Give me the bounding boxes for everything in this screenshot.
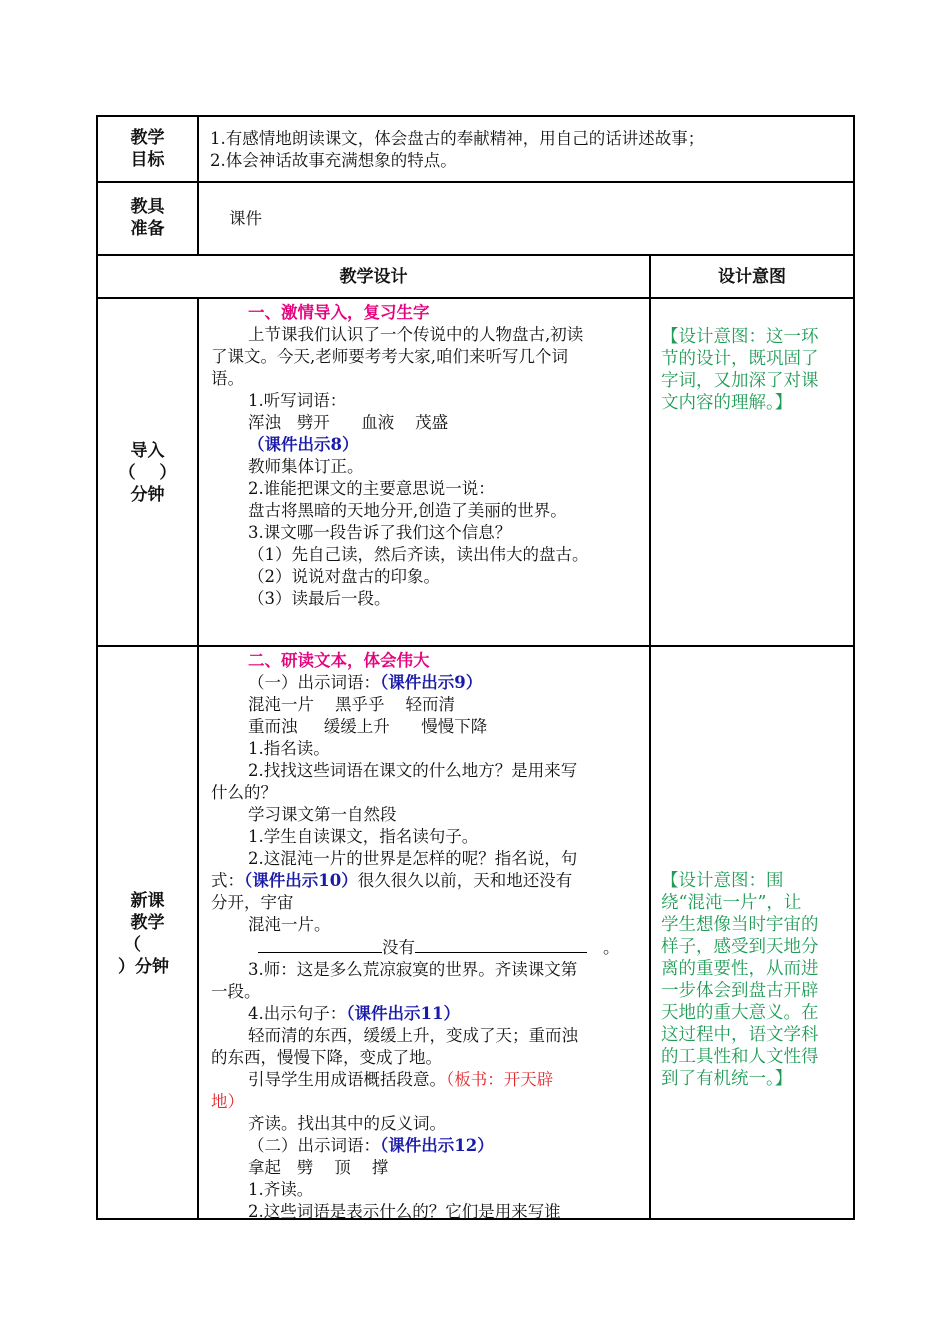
text-line: 2.这些词语是表示什么的？它们是用来写谁 [248, 1202, 561, 1221]
text-line: 齐读。找出其中的反义词。 [248, 1114, 446, 1133]
section-title: 一、激情导入，复习生字 [248, 303, 430, 322]
intent-line: 到了有机统一。】 [661, 1069, 793, 1089]
label-column-divider [197, 115, 199, 256]
intent-line: 天地的重大意义。在 [661, 1003, 819, 1023]
word-list: 浑浊 劈开 血液 茂盛 [248, 413, 449, 432]
blank-underline [415, 936, 587, 953]
text-span: 式： [211, 871, 244, 890]
text-line: 混沌一片。 [248, 915, 331, 934]
section-title: 二、研读文本，体会伟大 [248, 651, 430, 670]
sub-heading: （二）出示词语： [248, 1136, 380, 1155]
text-line: 上节课我们认识了一个传说中的人物盘古,初读 [248, 325, 584, 344]
objective-item: 1.有感情地朗读课文，体会盘古的奉献精神，用自己的话讲述故事； [210, 129, 705, 148]
text-line [211, 1135, 647, 1157]
text-span: 。 [603, 938, 620, 957]
text-line: 2.这混沌一片的世界是怎样的呢？指名说，句 [248, 849, 578, 868]
table-divider [96, 645, 855, 647]
text-line: 的东西，慢慢下降，变成了地。 [211, 1048, 442, 1067]
objectives-content [210, 128, 704, 172]
text-line [211, 672, 647, 694]
table-divider [96, 181, 855, 183]
new-lesson-label-line3: （ [124, 935, 141, 955]
text-line: 什么的？ [211, 783, 277, 802]
new-lesson-content [211, 650, 647, 1223]
intro-label-line1: 导入 [130, 441, 165, 461]
new-lesson-label-line2: 教学 [130, 913, 165, 933]
intent-column-header: 设计意图 [718, 267, 786, 287]
materials-label-line2: 准备 [130, 219, 165, 239]
slide-reference: （课件出示11） [346, 1004, 460, 1023]
text-line: 教师集体订正。 [248, 457, 364, 476]
intent-line: 样子，感受到天地分 [661, 937, 819, 957]
intent-line: 【设计意图：这一环 [661, 327, 819, 347]
text-span: 4.出示句子： [248, 1004, 347, 1023]
intro-label-line3: 分钟 [130, 485, 165, 505]
word-list: 混沌一片 黑乎乎 轻而清 [248, 695, 455, 714]
materials-value: 课件 [229, 209, 262, 228]
table-border-top [96, 115, 855, 117]
intent-column-divider [649, 254, 651, 1220]
new-lesson-label-line1: 新课 [130, 891, 165, 911]
text-span: 没有 [382, 938, 415, 957]
intent-line: 学生想像当时宇宙的 [661, 915, 819, 935]
word-list: 拿起 劈 顶 撑 [248, 1158, 389, 1177]
objectives-label [98, 127, 197, 171]
text-line: 3.课文哪一段告诉了我们这个信息？ [248, 523, 512, 542]
text-line: （1）先自己读，然后齐读，读出伟大的盘古。 [248, 545, 589, 564]
text-line: 分开，宇宙 [211, 893, 294, 912]
materials-label-line1: 教具 [130, 197, 165, 217]
text-line: 了课文。今天,老师要考考大家,咱们来听写几个词 [211, 347, 568, 366]
text-line: 1.齐读。 [248, 1180, 314, 1199]
new-lesson-design-intent [661, 870, 851, 1090]
text-line: 1.听写词语： [248, 391, 347, 410]
intent-line: 【设计意图：围 [661, 871, 784, 891]
text-line: 盘古将黑暗的天地分开,创造了美丽的世界。 [248, 501, 567, 520]
text-line [211, 1003, 647, 1025]
slide-reference: （课件出示12） [380, 1136, 494, 1155]
intent-line: 的工具性和人文性得 [661, 1047, 819, 1067]
text-line: 2.找找这些词语在课文的什么地方？是用来写 [248, 761, 578, 780]
text-span: 很久很久以前，天和地还没有 [357, 871, 573, 890]
materials-label [98, 196, 197, 240]
text-line: 轻而清的东西，缓缓上升，变成了天；重而浊 [248, 1026, 578, 1045]
text-line [211, 870, 647, 892]
text-line [211, 1069, 647, 1091]
table-divider [96, 297, 855, 299]
text-line: 一段。 [211, 982, 261, 1001]
slide-reference: （课件出示9） [380, 673, 483, 692]
new-lesson-label-line4: ）分钟 [118, 957, 169, 977]
text-line: （2）说说对盘古的印象。 [248, 567, 440, 586]
objectives-label-line2: 目标 [130, 150, 165, 170]
intro-label-line2: （ ） [118, 463, 177, 483]
intent-line: 离的重要性，从而进 [661, 959, 819, 979]
new-lesson-label [98, 890, 197, 978]
intent-line: 字词，又加深了对课 [661, 371, 819, 391]
intent-line: 绕“混沌一片”，让 [661, 893, 802, 913]
text-line: 1.指名读。 [248, 739, 330, 758]
text-line: 学习课文第一自然段 [248, 805, 397, 824]
text-line: 3.师：这是多么荒凉寂寞的世界。齐读课文第 [248, 960, 578, 979]
intro-design-intent [661, 326, 851, 414]
objective-item: 2.体会神话故事充满想象的特点。 [210, 151, 457, 170]
board-note: （板书：开天辟 [446, 1070, 554, 1089]
table-border-right [853, 115, 855, 1220]
intent-line: 文内容的理解。】 [661, 393, 793, 413]
table-divider [96, 254, 855, 256]
intro-content [211, 302, 647, 610]
text-line: （3）读最后一段。 [248, 589, 391, 608]
word-list: 重而浊 缓缓上升 慢慢下降 [248, 717, 488, 736]
sub-heading: （一）出示词语： [248, 673, 380, 692]
design-column-header: 教学设计 [339, 267, 408, 287]
blank-underline [258, 936, 382, 953]
label-column-divider [197, 297, 199, 1220]
slide-reference: （课件出示10） [244, 871, 358, 890]
intent-line: 一步体会到盘古开辟 [661, 981, 819, 1001]
text-line: 1.学生自读课文，指名读句子。 [248, 827, 479, 846]
intent-line: 这过程中，语文学科 [661, 1025, 819, 1045]
text-span: 引导学生用成语概括段意。 [248, 1070, 446, 1089]
board-note: 地） [211, 1092, 244, 1111]
objectives-label-line1: 教学 [130, 128, 165, 148]
text-line: 语。 [211, 369, 244, 388]
slide-reference: （课件出示8） [248, 435, 359, 454]
intro-label [98, 440, 197, 506]
text-line: 2.谁能把课文的主要意思说一说： [248, 479, 495, 498]
intent-line: 节的设计，既巩固了 [661, 349, 819, 369]
fill-blank-line [211, 936, 647, 959]
